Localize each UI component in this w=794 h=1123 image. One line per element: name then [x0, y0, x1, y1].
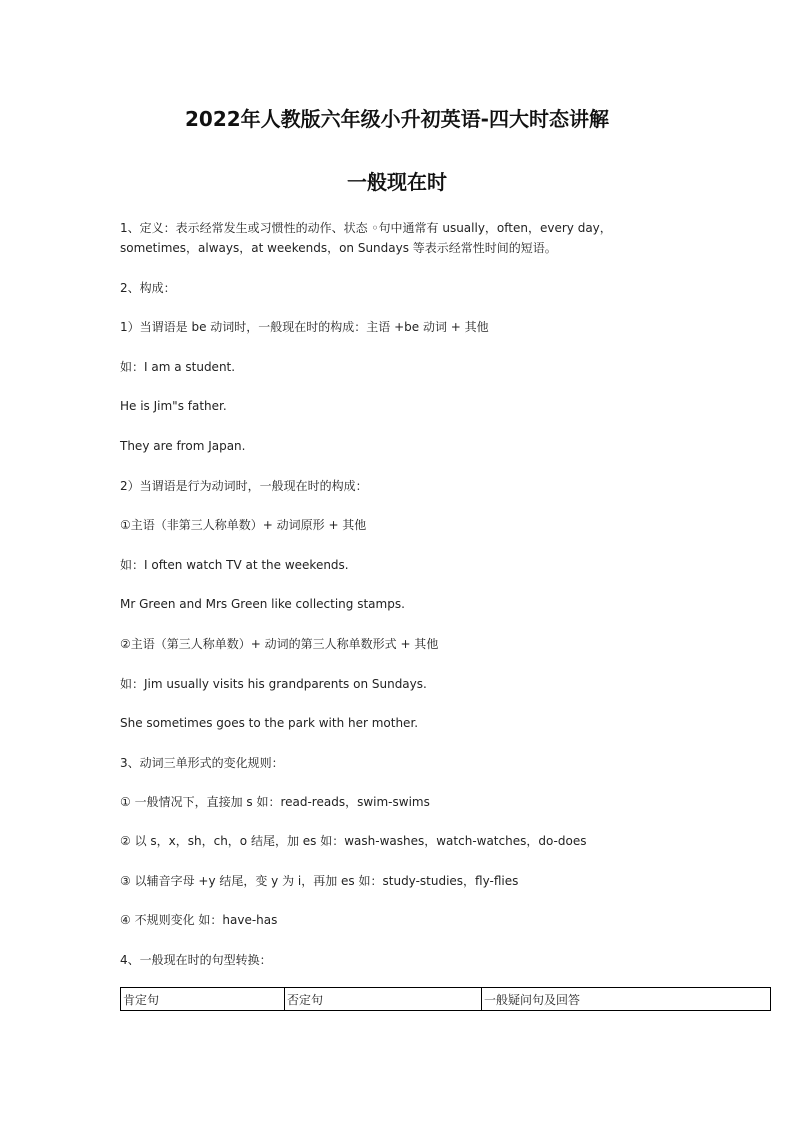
example-sentence: 如：Jim usually visits his grandparents on Sundays.: [120, 677, 427, 691]
table-header-cell: 肯定句: [121, 988, 285, 1011]
section-title: 一般现在时: [347, 170, 447, 194]
change-rule-item: ③ 以辅音字母 +y 结尾，变 y 为 i，再加 es 如：study-studies，fly-flies: [120, 874, 519, 888]
definition-line-1: 1、定义：表示经常发生或习惯性的动作、状态 ◦句中通常有 usually，often，every day，: [120, 221, 612, 235]
third-person-rule: ②主语（第三人称单数）+ 动词的第三人称单数形式 + 其他: [120, 637, 439, 651]
third-person-change-heading: 3、动词三单形式的变化规则：: [120, 756, 284, 770]
sentence-conversion-heading: 4、一般现在时的句型转换：: [120, 953, 272, 967]
action-verb-rule: 2）当谓语是行为动词时，一般现在时的构成：: [120, 479, 368, 493]
table-header-cell: 否定句: [285, 988, 482, 1011]
change-rule-item: ② 以 s，x，sh，ch，o 结尾，加 es 如：wash-washes，watch-watches，do-does: [120, 834, 587, 848]
be-verb-rule: 1）当谓语是 be 动词时，一般现在时的构成：主语 +be 动词 + 其他: [120, 320, 489, 334]
definition-line-2: sometimes，always，at weekends，on Sundays 等表示经常性时间的短语。: [120, 241, 557, 255]
change-rule-item: ① 一般情况下，直接加 s 如：read-reads，swim-swims: [120, 795, 430, 809]
example-sentence: They are from Japan.: [120, 439, 246, 453]
table-header-cell: 一般疑问句及回答: [482, 988, 771, 1011]
document-title: 2022年人教版六年级小升初英语-四大时态讲解: [185, 107, 609, 131]
example-sentence: Mr Green and Mrs Green like collecting stamps.: [120, 597, 405, 611]
sentence-forms-table: [120, 987, 771, 1011]
change-rule-item: ④ 不规则变化 如：have-has: [120, 913, 278, 927]
example-sentence: 如：I am a student.: [120, 360, 236, 374]
structure-heading: 2、构成：: [120, 281, 176, 295]
table-header-row: [121, 988, 771, 1011]
example-sentence: 如：I often watch TV at the weekends.: [120, 558, 349, 572]
non-third-person-rule: ①主语（非第三人称单数）+ 动词原形 + 其他: [120, 518, 367, 532]
example-sentence: She sometimes goes to the park with her mother.: [120, 716, 419, 730]
example-sentence: He is Jim"s father.: [120, 399, 227, 413]
